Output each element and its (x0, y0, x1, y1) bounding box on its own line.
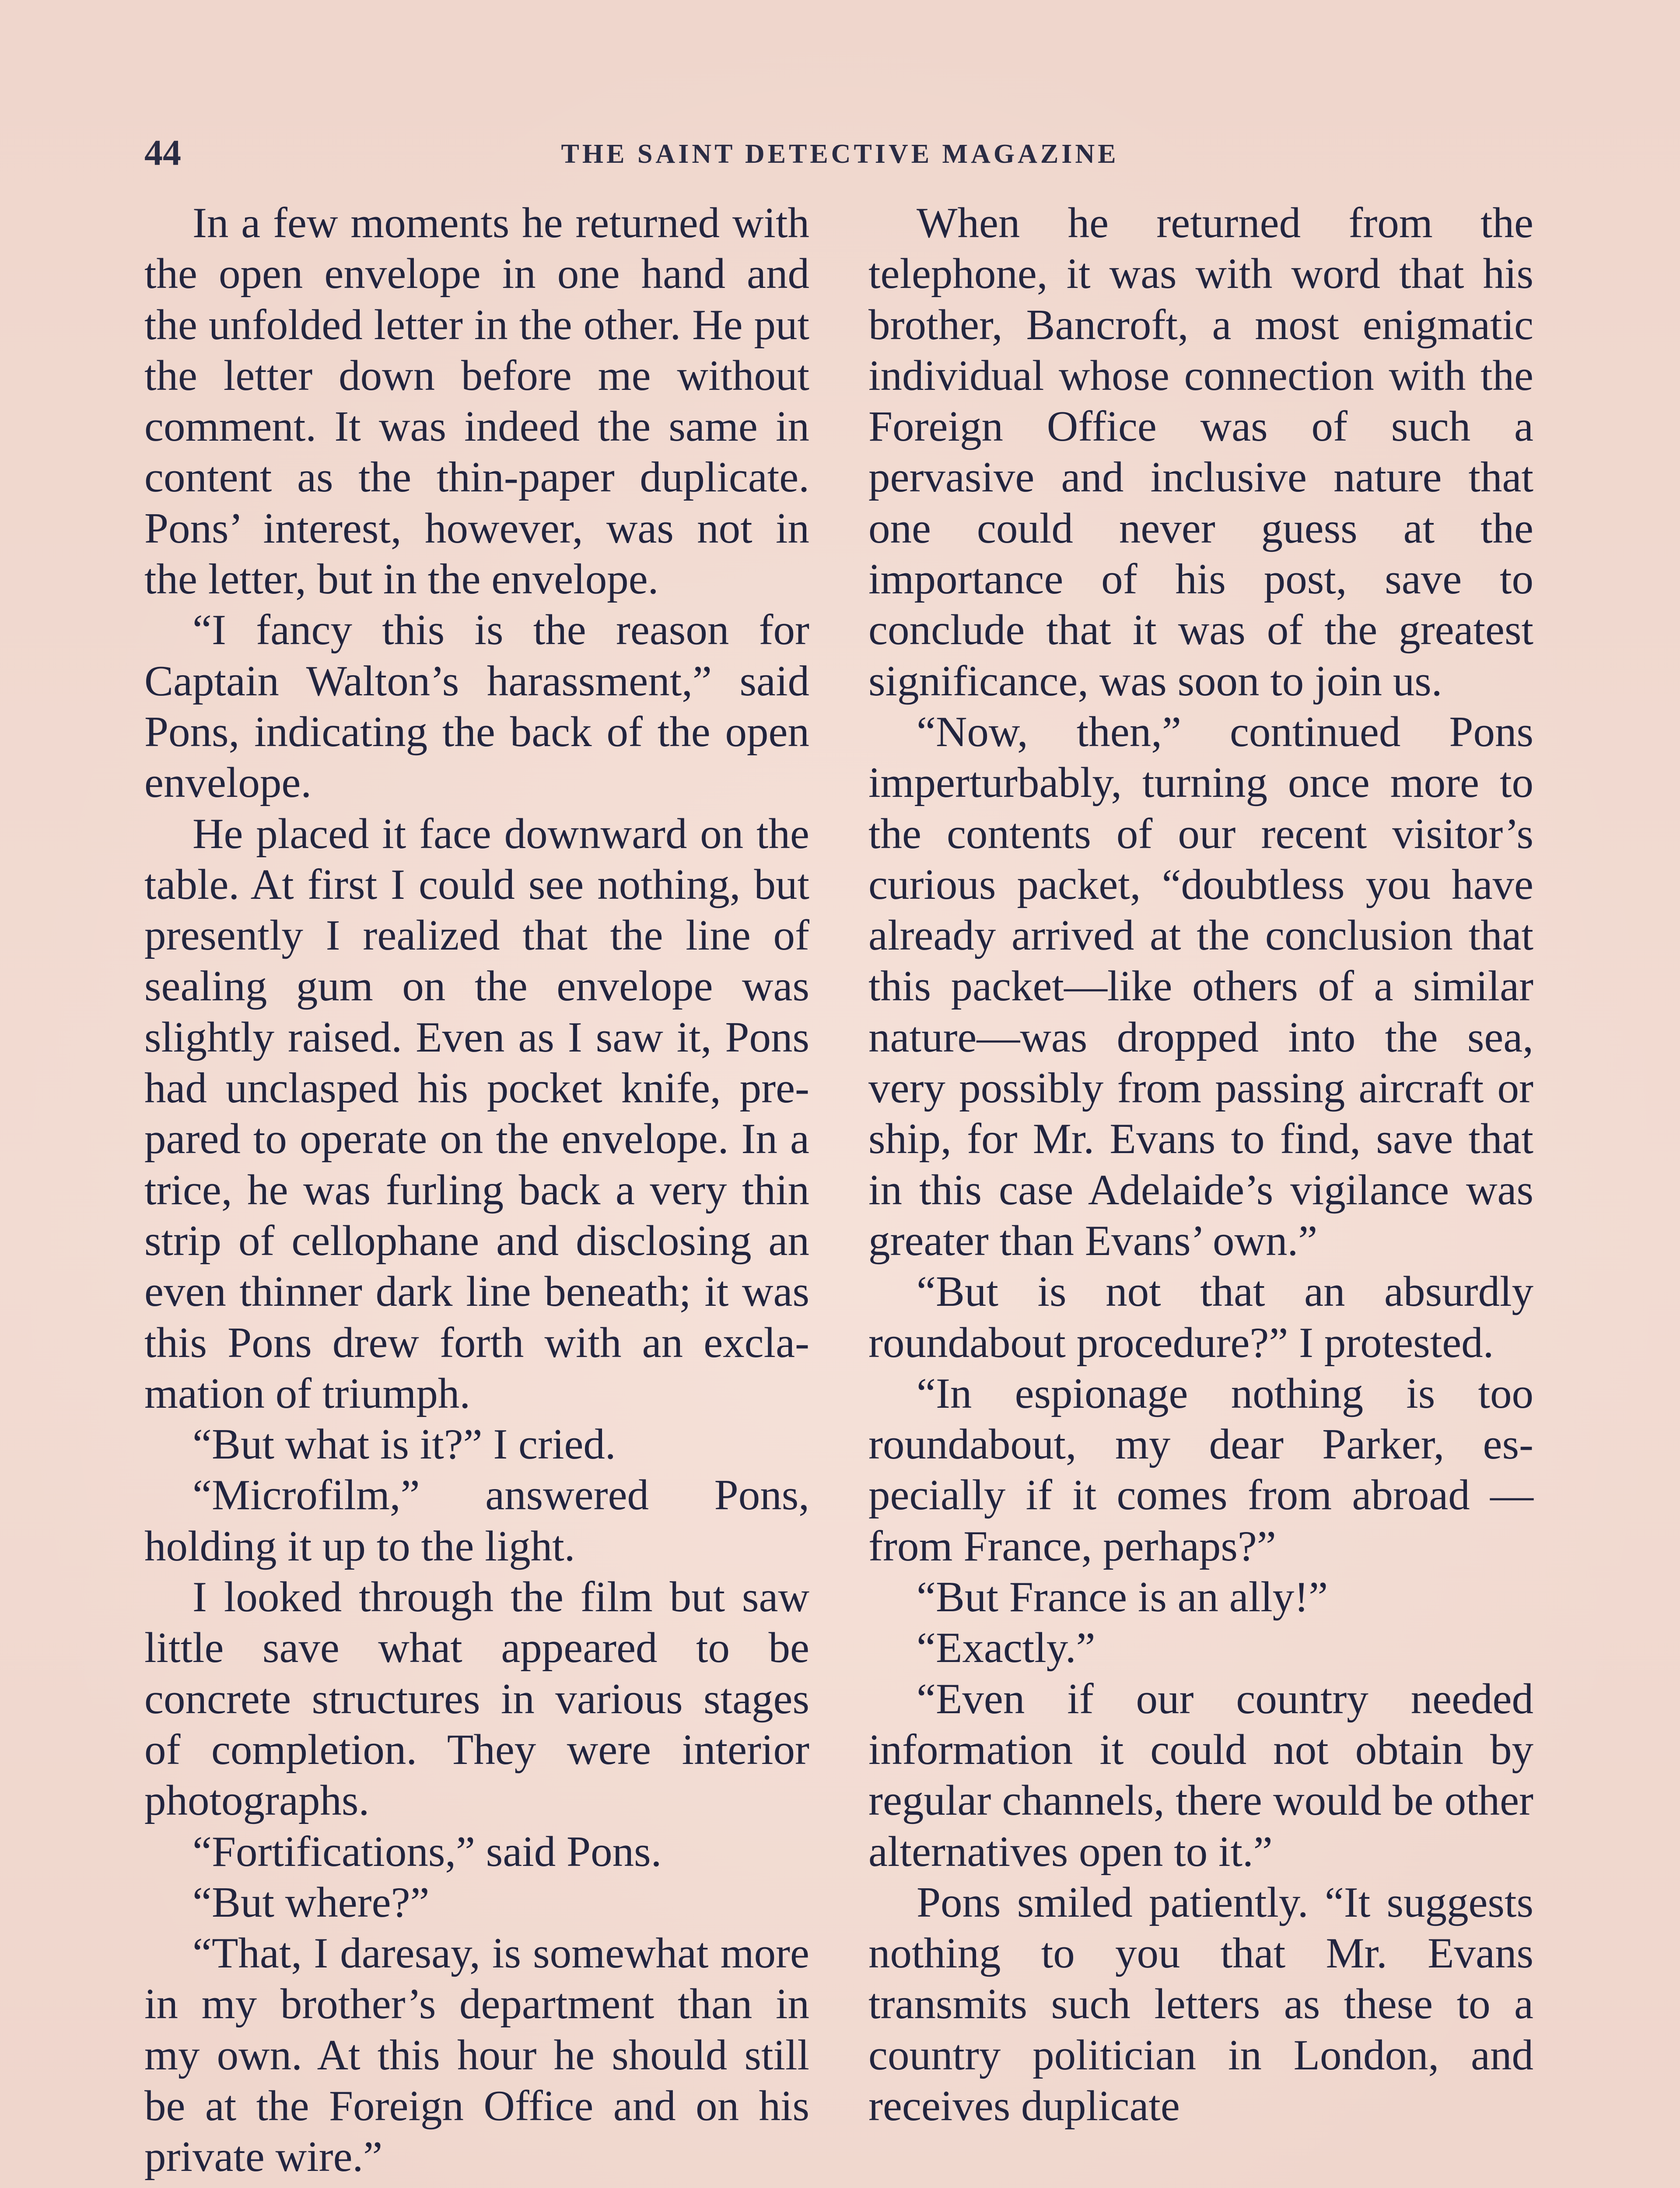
running-title: THE SAINT DETECTIVE MAGAZINE (561, 139, 1119, 169)
paragraph: “Exactly.” (917, 1624, 1096, 1672)
paragraph: Pons smiled patiently. “It suggests nothing to you that Mr. Evans transmits such letters as these to a country politician in London, and receives duplicate (868, 1878, 1533, 2130)
paragraph: “In espionage nothing is too roundabout, my dear Parker, especially if it comes from abroad —from France, perhaps?” (868, 1369, 1533, 1570)
paragraph: “Even if our country needed information it could not obtain by regular channels, there would be other alternatives open to it.” (868, 1675, 1533, 1876)
paragraph: “But what is it?” I cried. (192, 1420, 616, 1469)
paragraph: In a few moments he returned with the open envelope in one hand and the unfolded letter in the other. He put the letter down before me without comment. It was indeed the same in content as the thin-paper duplicate. Pons’ interest, however, was not in the letter, but in the envelope. (144, 199, 809, 603)
paragraph: “But where?” (192, 1878, 430, 1926)
left-column (144, 198, 809, 2183)
paragraph: When he returned from the telephone, it was with word that his brother, Bancroft, a most enigmatic individual whose connection with the Foreign Office was of such a pervasive and inclusive nature that one could never guess at the importance of his post, save to conclude that it was of the greatest significance, was soon to join us. (868, 199, 1533, 705)
paragraph: “Microfilm,” answered Pons, holding it up to the light. (144, 1471, 809, 1570)
paragraph: “But is not that an absurdly roundabout procedure?” I protested. (868, 1268, 1533, 1367)
paragraph: “Now, then,” continued Pons imperturbably, turning once more to the contents of our recent visitor’s curious packet, “doubtless you have already arrived at the conclusion that this packet—like others of a similar nature—was dropped into the sea, very possibly from passing aircraft or ship, for Mr. Evans to find, save that in this case Adelaide’s vigilance was greater than Evans’ own.” (868, 708, 1533, 1265)
paragraph: I looked through the film but saw little save what appeared to be concrete structures in various stages of completion. They were interior photographs. (144, 1573, 809, 1825)
page-number: 44 (144, 133, 181, 173)
paragraph: “Fortifications,” said Pons. (192, 1827, 662, 1876)
paragraph: “But France is an ally!” (917, 1573, 1328, 1621)
paragraph: “I fancy this is the reason for Captain Walton’s harassment,” said Pons, indicating the back of the open envelope. (144, 606, 809, 807)
paragraph: “That, I daresay, is somewhat more in my brother’s department than in my own. At this hour he should still be at the Foreign Office and on his private wire.” (144, 1929, 809, 2181)
page-header (144, 131, 1536, 184)
right-column (868, 198, 1533, 2132)
paragraph: He placed it face downward on the table. At first I could see nothing, but presently I realized that the line of sealing gum on the envelope was slightly raised. Even as I saw it, Pons had unclasped his pocket knife, prepared to operate on the envelope. In a trice, he was furling back a very thin strip of cellophane and disclosing an even thinner dark line beneath; it was this Pons drew forth with an exclamation of triumph. (144, 810, 809, 1417)
